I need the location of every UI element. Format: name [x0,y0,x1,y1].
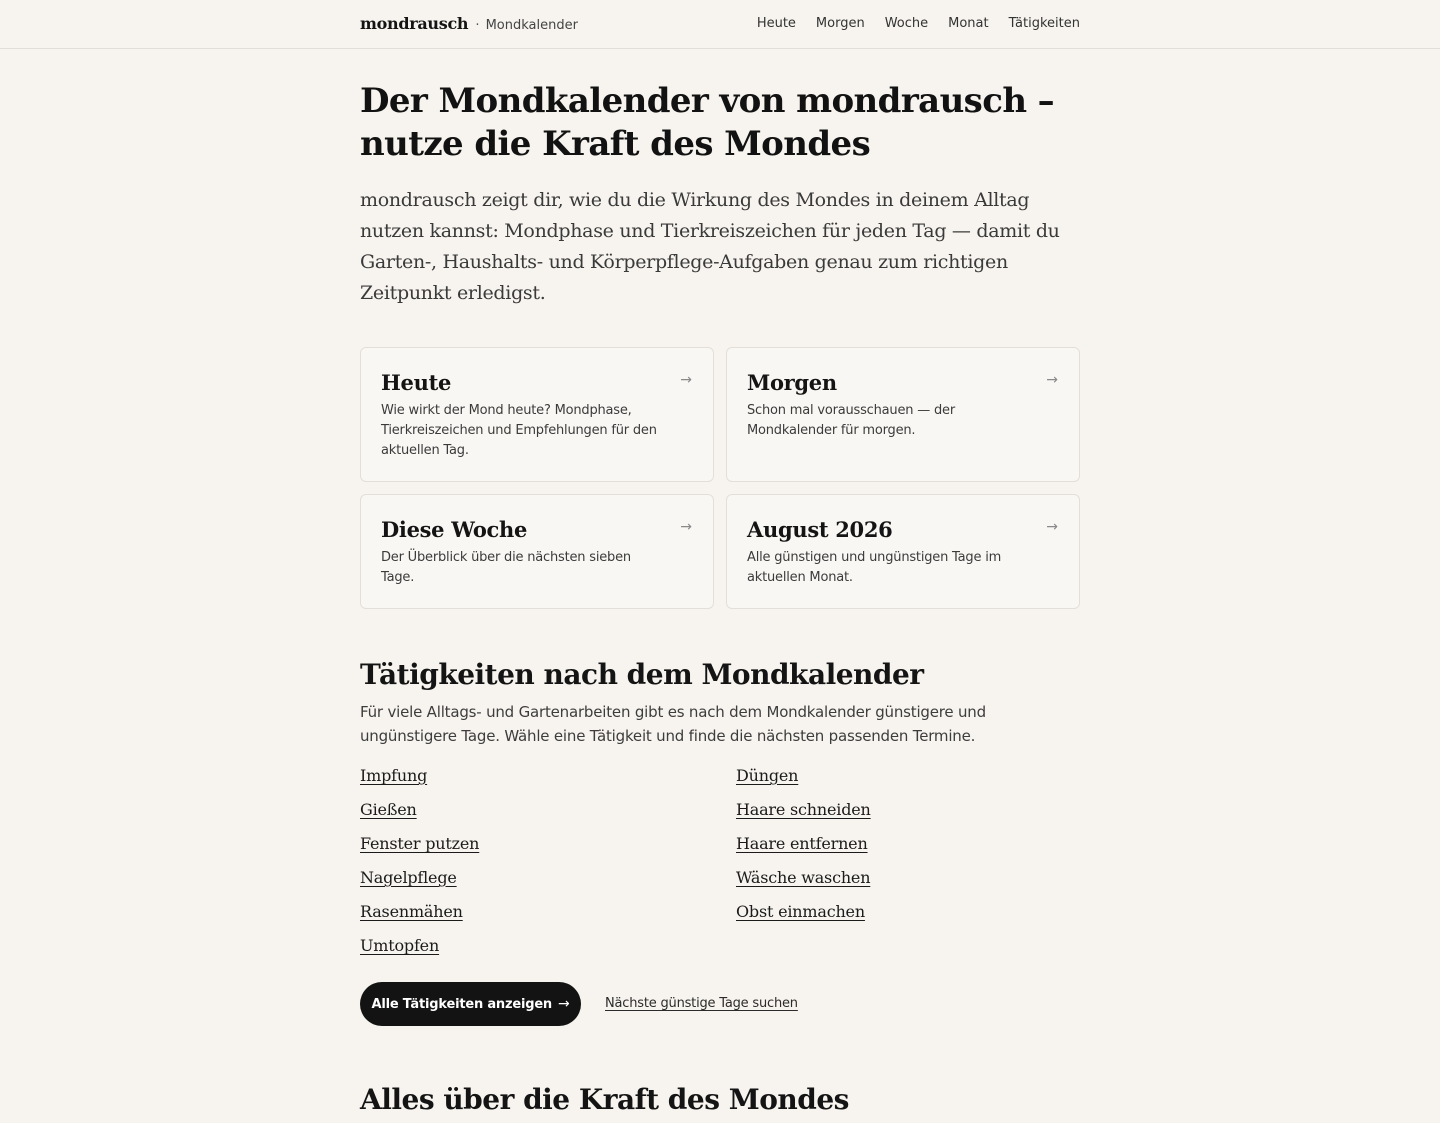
activity-link-waesche-waschen[interactable]: Wäsche waschen [736,868,871,887]
card-morgen[interactable] [726,347,1080,482]
card-title: Heute [381,370,452,395]
arrow-right-icon: → [680,372,692,388]
brand-name: mondrausch [360,14,469,33]
brand-logo-link[interactable] [360,14,578,36]
main-nav [757,14,1080,34]
arrow-right-icon: → [558,996,570,1012]
activity-link-impfung[interactable]: Impfung [360,766,428,785]
activity-link-haare-schneiden[interactable]: Haare schneiden [736,800,871,819]
top-bar [0,0,1440,49]
arrow-right-icon: → [680,519,692,535]
brand-separator: · [475,18,480,33]
activity-link-rasenmaehen[interactable]: Rasenmähen [360,902,463,921]
activity-link-obst-einmachen[interactable]: Obst einmachen [736,902,865,921]
activities-description: Für viele Alltags- und Gartenarbeiten gibt es nach dem Mondkalender günstigere und ungünstigere Tage. Wähle eine Tätigkeit und finde die nächsten passenden Termine. [360,703,986,745]
arrow-right-icon: → [1046,372,1058,388]
page-title: Der Mondkalender von mondrausch – nutze die Kraft des Mondes [360,81,1055,164]
nav-link-heute[interactable]: Heute [756,16,796,31]
hero-lead: mondrausch zeigt dir, wie du die Wirkung des Mondes in deinem Alltag nutzen kannst: Mondphase und Tierkreiszeichen für jeden Tag — damit du Garten-, Haushalts- und Körperpflege-Aufgaben genau zum richtigen Zeitpunkt erledigst. [360,189,1060,304]
nav-link-monat[interactable]: Monat [948,16,989,31]
activity-link-fenster-putzen[interactable]: Fenster putzen [360,834,480,853]
about-heading: Alles über die Kraft des Mondes [360,1083,849,1116]
all-activities-button-label: Alle Tätigkeiten anzeigen [371,996,552,1012]
quick-links-grid [360,347,1080,609]
activity-link-duengen[interactable]: Düngen [736,766,799,785]
card-description: Alle günstigen und ungünstigen Tage im aktuellen Monat. [747,550,1002,585]
activities-heading: Tätigkeiten nach dem Mondkalender [360,658,924,691]
find-favorable-days-link[interactable]: Nächste günstige Tage suchen [605,996,798,1011]
card-diese-woche[interactable] [360,494,714,609]
activity-link-umtopfen[interactable]: Umtopfen [360,936,440,955]
card-title: Diese Woche [381,517,528,542]
nav-link-taetigkeiten[interactable]: Tätigkeiten [1008,16,1080,31]
arrow-right-icon: → [1046,519,1058,535]
all-activities-button[interactable] [360,982,581,1026]
nav-link-woche[interactable]: Woche [884,16,929,31]
card-heute[interactable] [360,347,714,482]
activities-section [360,656,1080,955]
card-description: Wie wirkt der Mond heute? Mondphase, Tierkreiszeichen und Empfehlungen für den aktuellen Tag. [381,403,657,458]
activity-link-nagelpflege[interactable]: Nagelpflege [360,868,457,887]
card-description: Schon mal vorausschauen — der Mondkalender für morgen. [747,403,955,438]
activity-link-giessen[interactable]: Gießen [360,800,417,819]
card-title: August 2026 [747,517,893,542]
brand-subtitle: Mondkalender [485,18,578,33]
card-title: Morgen [747,370,837,395]
card-description: Der Überblick über die nächsten sieben Tage. [381,550,631,585]
activity-link-haare-entfernen[interactable]: Haare entfernen [736,834,868,853]
nav-link-morgen[interactable]: Morgen [815,16,865,31]
hero-section [360,80,1080,309]
card-monat[interactable] [726,494,1080,609]
